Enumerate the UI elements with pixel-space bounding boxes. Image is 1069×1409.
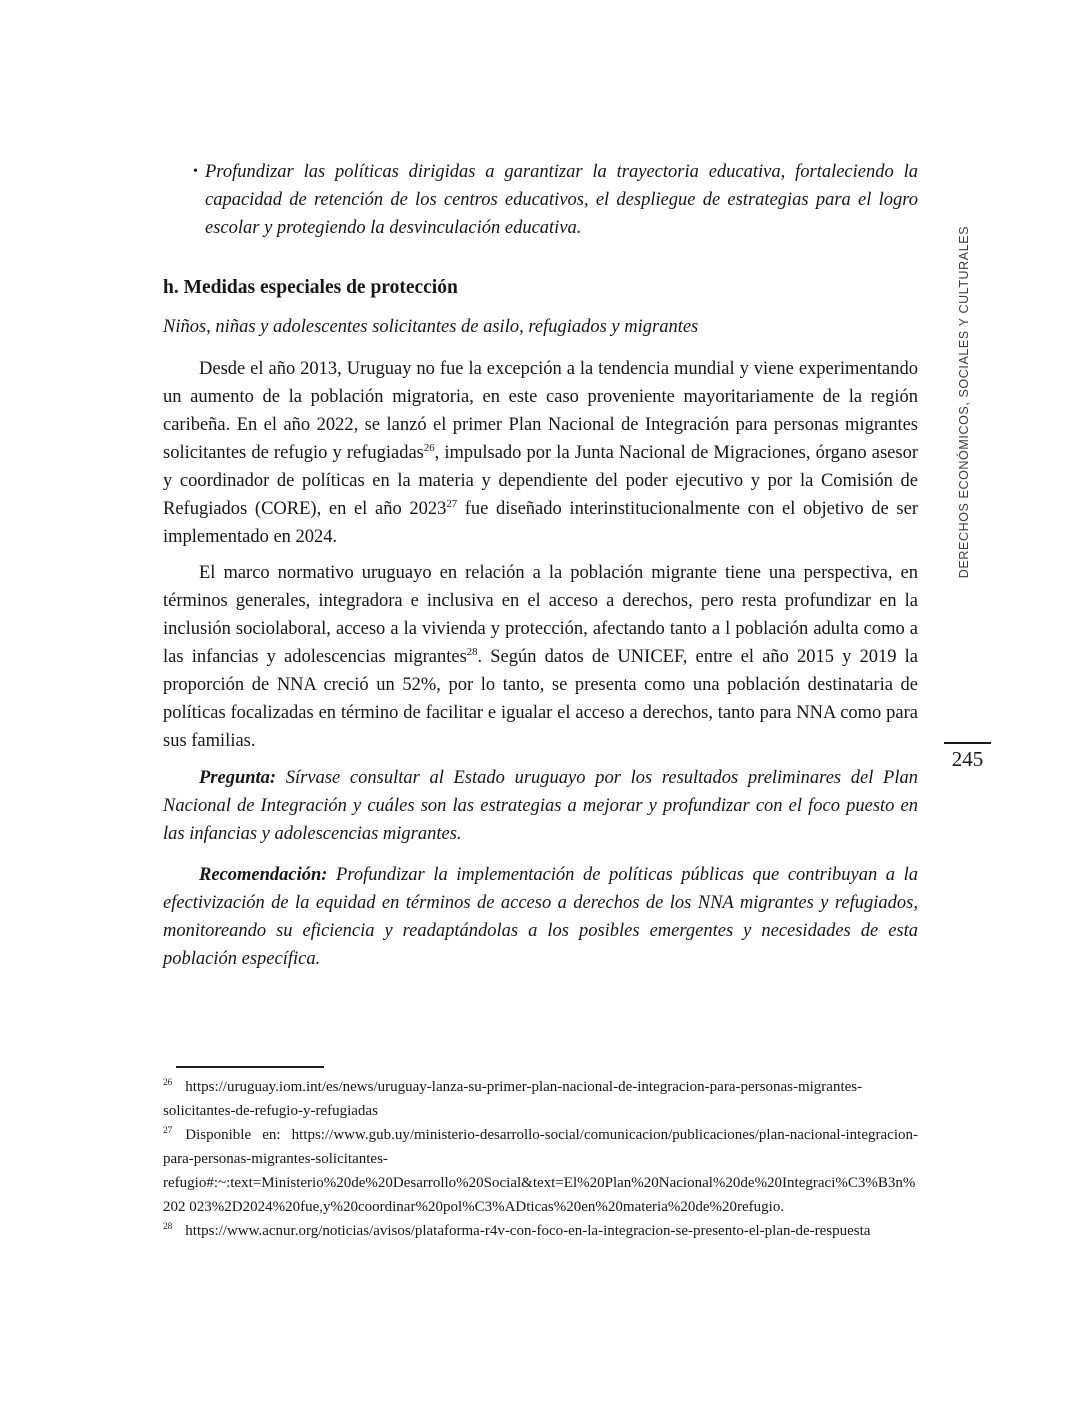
page-content [163,158,918,973]
recommendation-label: Recomendación: [199,865,328,885]
section-heading: h. Medidas especiales de protección [163,277,458,298]
footnote-26-number: 26 [163,1078,173,1088]
footnote-28-number: 28 [163,1222,173,1232]
recommendation-paragraph [163,861,918,973]
bullet-text: Profundizar las políticas dirigidas a garantizar la trayectoria educativa, fortaleciendo la capacidad de retención de los centros educativos, el despliegue de estrategias para el logro escolar y protegiendo la desvinculación educativa. [205,162,918,238]
footnote-28-text: https://www.acnur.org/noticias/avisos/plataforma-r4v-con-foco-en-la-integracion-se-presento-el-plan-de-respuesta [185,1223,871,1239]
chapter-sidebar-label: DERECHOS ECONÓMICOS, SOCIALES Y CULTURALES [957,225,971,579]
question-paragraph [163,764,918,848]
paragraph-normative-framework: El marco normativo uruguayo en relación a la población migrante tiene una perspectiva, en términos generales, integradora e inclusiva en el acceso a derechos, pero resta profundizar en la inclusión sociolaboral, acceso a la vivienda y protección, afectando tanto a l población adulta como a las infancias y adolescencias migrantes$^{28}$. Según datos de UNICEF, entre el año 2015 y 2019 la proporción de NNA creció un 52%, por lo tanto, se presenta como una población destinataria de políticas focalizadas en término de facilitar e igualar el acceso a derechos, tanto para NNA como para sus familias. [163,563,918,751]
footnote-27-number: 27 [163,1126,173,1136]
footnote-28 [163,1219,918,1243]
footnote-26 [163,1075,918,1123]
page-number [944,742,991,772]
paragraph-migration-context: Desde el año 2013, Uruguay no fue la excepción a la tendencia mundial y viene experimentando un aumento de la población migratoria, en este caso proveniente mayoritariamente de la región caribeña. En el año 2022, se lanzó el primer Plan Nacional de Integración para personas migrantes solicitantes de refugio y refugiadas$^{26}$, impulsado por la Junta Nacional de Migraciones, órgano asesor y coordinador de políticas en la materia y dependiente del poder ejecutivo y por la Comisión de Refugiados (CORE), en el año 2023$^{27}$ fue diseñado interinstitucionalmente con el objetivo de ser implementado en 2024. [163,359,918,547]
question-text: Sírvase consultar al Estado uruguayo por los resultados preliminares del Plan Nacional de Integración y cuáles son las estrategias a mejorar y profundizar con el foco puesto en las infancias y adolescencias migrantes. [163,768,918,844]
footnote-separator [176,1066,324,1068]
question-label: Pregunta: [199,768,277,788]
bullet-icon: • [193,164,198,179]
footnote-27 [163,1123,918,1219]
recommendation-text: Profundizar la implementación de políticas públicas que contribuyan a la efectivización de la equidad en términos de acceso a derechos de los NNA migrantes y refugiados, monitoreando su eficiencia y readaptándolas a los posibles emergentes y necesidades de esta población específica. [163,865,918,969]
subsection-heading: Niños, niñas y adolescentes solicitantes de asilo, refugiados y migrantes [163,317,699,337]
footnotes-section [163,1066,918,1243]
footnote-26-text: https://uruguay.iom.int/es/news/uruguay-lanza-su-primer-plan-nacional-de-integracion-para-personas-migrantes- solicitantes-de-refugio-y-refugiadas [163,1079,863,1119]
footnote-27-text: Disponible en: https://www.gub.uy/ministerio-desarrollo-social/comunicacion/publicaciones/plan-nacional-integracion- para-personas-migrantes-solicitantes- refugio#:~:text=Ministerio%20de%20Desarrollo%20Social&text=El%20Plan%20Nacional%20de%20Integraci%C3%B3n%202 023%2D2024%20fue,y%20coordinar%20pol%C3%ADticas%20en%20materia%20de%20refugio. [163,1127,918,1215]
bullet-item [163,158,918,242]
page-number-value: 245 [951,747,984,771]
